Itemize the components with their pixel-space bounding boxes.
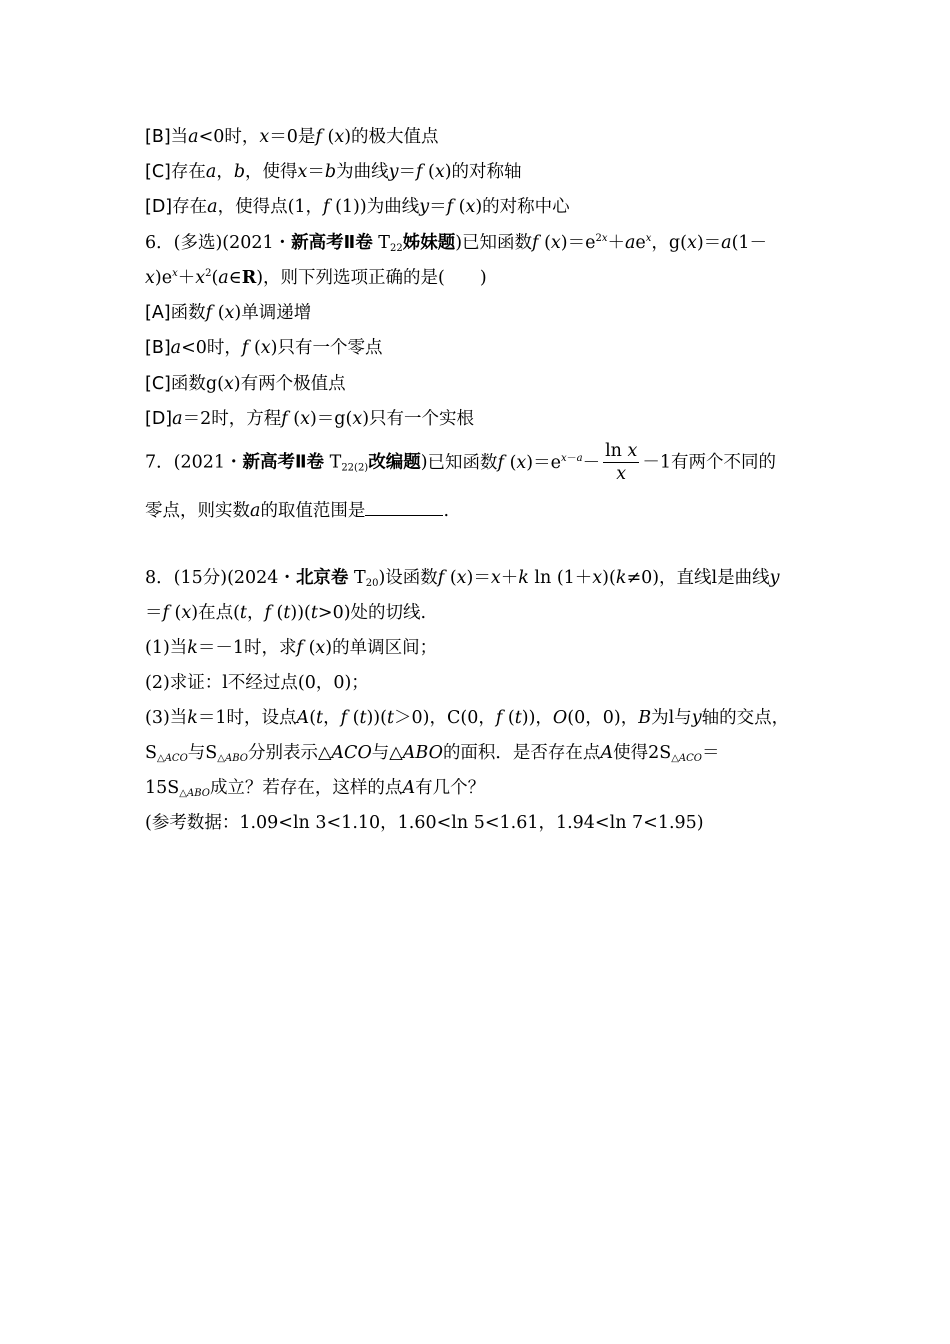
q6-stem-line2 — [145, 267, 487, 289]
reference-data: (参考数据：1.09<ln 3<1.10，1.60<ln 5<1.61，1.94<ln 7<1.95) — [145, 813, 704, 833]
q6-option-b — [145, 337, 383, 359]
q6-option-d — [145, 408, 474, 430]
question-tag-close: ) — [378, 568, 386, 588]
q6-option-c — [145, 373, 346, 395]
q6-option-a — [145, 302, 311, 324]
option-text: a＝2时，方程f (x)＝g(x)只有一个实根 — [172, 409, 475, 429]
option-label: [D] — [145, 197, 173, 217]
option-label: [B] — [145, 338, 171, 358]
question-stem: $x)e^x+x^2(a\in R)$，则下列选项正确的是( ) — [145, 268, 487, 288]
option-text: 函数f (x)单调递增 — [170, 303, 312, 323]
question-source: 新高考Ⅱ卷 — [242, 452, 325, 473]
q5-option-d — [145, 196, 570, 218]
q7-stem-line2 — [145, 499, 449, 522]
question-end-mark: . — [443, 501, 450, 521]
option-text: 存在a，b，使得x＝b为曲线y＝f (x)的对称轴 — [170, 162, 522, 182]
question-tag: (多选)(2021・ — [173, 233, 292, 253]
question-stem: 设函数f (x)＝x＋k ln (1＋x)(k≠0)，直线l是曲线y — [385, 568, 780, 588]
question-source-type: 改编题 — [368, 452, 421, 473]
option-label: [D] — [145, 409, 173, 429]
question-ref: T — [329, 452, 342, 473]
question-part: $S_{\triangle ACO}$与$S_{\triangle ABO}$分别表示△ACO与△ABO的面积．是否存在点A使得$2S_{\triangle ACO}=$ — [145, 743, 720, 764]
q8-part2 — [145, 672, 369, 694]
fraction-denominator: x — [616, 464, 627, 484]
option-label: [B] — [145, 127, 171, 147]
q8-part3-line2 — [145, 742, 719, 764]
option-text: 当a<0时，x＝0是f (x)的极大值点 — [170, 127, 439, 147]
question-tag: (15分)(2024・ — [173, 568, 296, 588]
q6-stem-line1 — [145, 232, 767, 254]
q8-part1 — [145, 637, 437, 659]
question-source: 新高考Ⅱ卷 — [291, 233, 373, 253]
question-number: 6． — [145, 233, 174, 253]
question-ref-sub: 22 — [389, 243, 403, 254]
option-label: [C] — [145, 374, 171, 394]
question-part: (2)求证：l不经过点(0，0)； — [145, 673, 369, 693]
q5-option-b — [145, 126, 439, 148]
question-stem-post: －1有两个不同的 — [642, 452, 777, 473]
question-number: 8． — [145, 568, 174, 588]
question-stem: 零点，则实数a的取值范围是 — [145, 501, 366, 521]
question-part: (1)当k＝－1时，求f (x)的单调区间； — [145, 638, 438, 658]
question-tag: (2021・ — [173, 452, 243, 473]
question-part: (3)当k＝1时，设点A(t，f (t))(t＞0)，C(0，f (t))，O(0，0)，B为l与y轴的交点， — [145, 708, 790, 728]
question-source: 北京卷 — [295, 568, 349, 588]
q8-stem-line2 — [145, 602, 426, 624]
option-label: [C] — [145, 162, 171, 182]
question-ref-sub: 20 — [365, 578, 379, 589]
question-stem: 已知函数f $(x)=e^{x-a}-$ — [427, 452, 601, 473]
q8-reference-data — [145, 812, 704, 834]
option-text: 存在a，使得点(1，f (1))为曲线y＝f (x)的对称中心 — [172, 197, 570, 217]
answer-blank[interactable] — [365, 499, 443, 516]
q7-stem-line1 — [145, 441, 776, 485]
question-source-type: 姊妹题 — [402, 233, 456, 253]
fraction-numerator: ln x — [605, 441, 638, 461]
question-part: $15S_{\triangle ABO}$成立？若存在，这样的点A有几个？ — [145, 778, 486, 799]
q5-option-c — [145, 161, 522, 183]
question-tag-close: ) — [455, 233, 463, 253]
q8-part3-line1 — [145, 707, 789, 729]
question-number: 7． — [145, 452, 174, 473]
question-tag-close: ) — [420, 452, 428, 473]
option-label: [A] — [145, 303, 171, 323]
question-stem: 已知函数f $(x)=e^{2x}+ae^x$，g(x)＝a(1－ — [462, 233, 768, 253]
question-ref-sub: 22(2) — [341, 462, 369, 474]
fraction-ln-x-over-x — [603, 441, 639, 485]
option-text: 函数g(x)有两个极值点 — [170, 374, 346, 394]
option-text: a<0时，f (x)只有一个零点 — [170, 338, 383, 358]
q8-part3-line3 — [145, 777, 485, 799]
question-ref: T — [378, 233, 390, 253]
q8-stem-line1 — [145, 567, 780, 589]
question-ref: T — [354, 568, 366, 588]
question-stem: ＝f (x)在点(t，f (t))(t>0)处的切线. — [145, 603, 427, 623]
